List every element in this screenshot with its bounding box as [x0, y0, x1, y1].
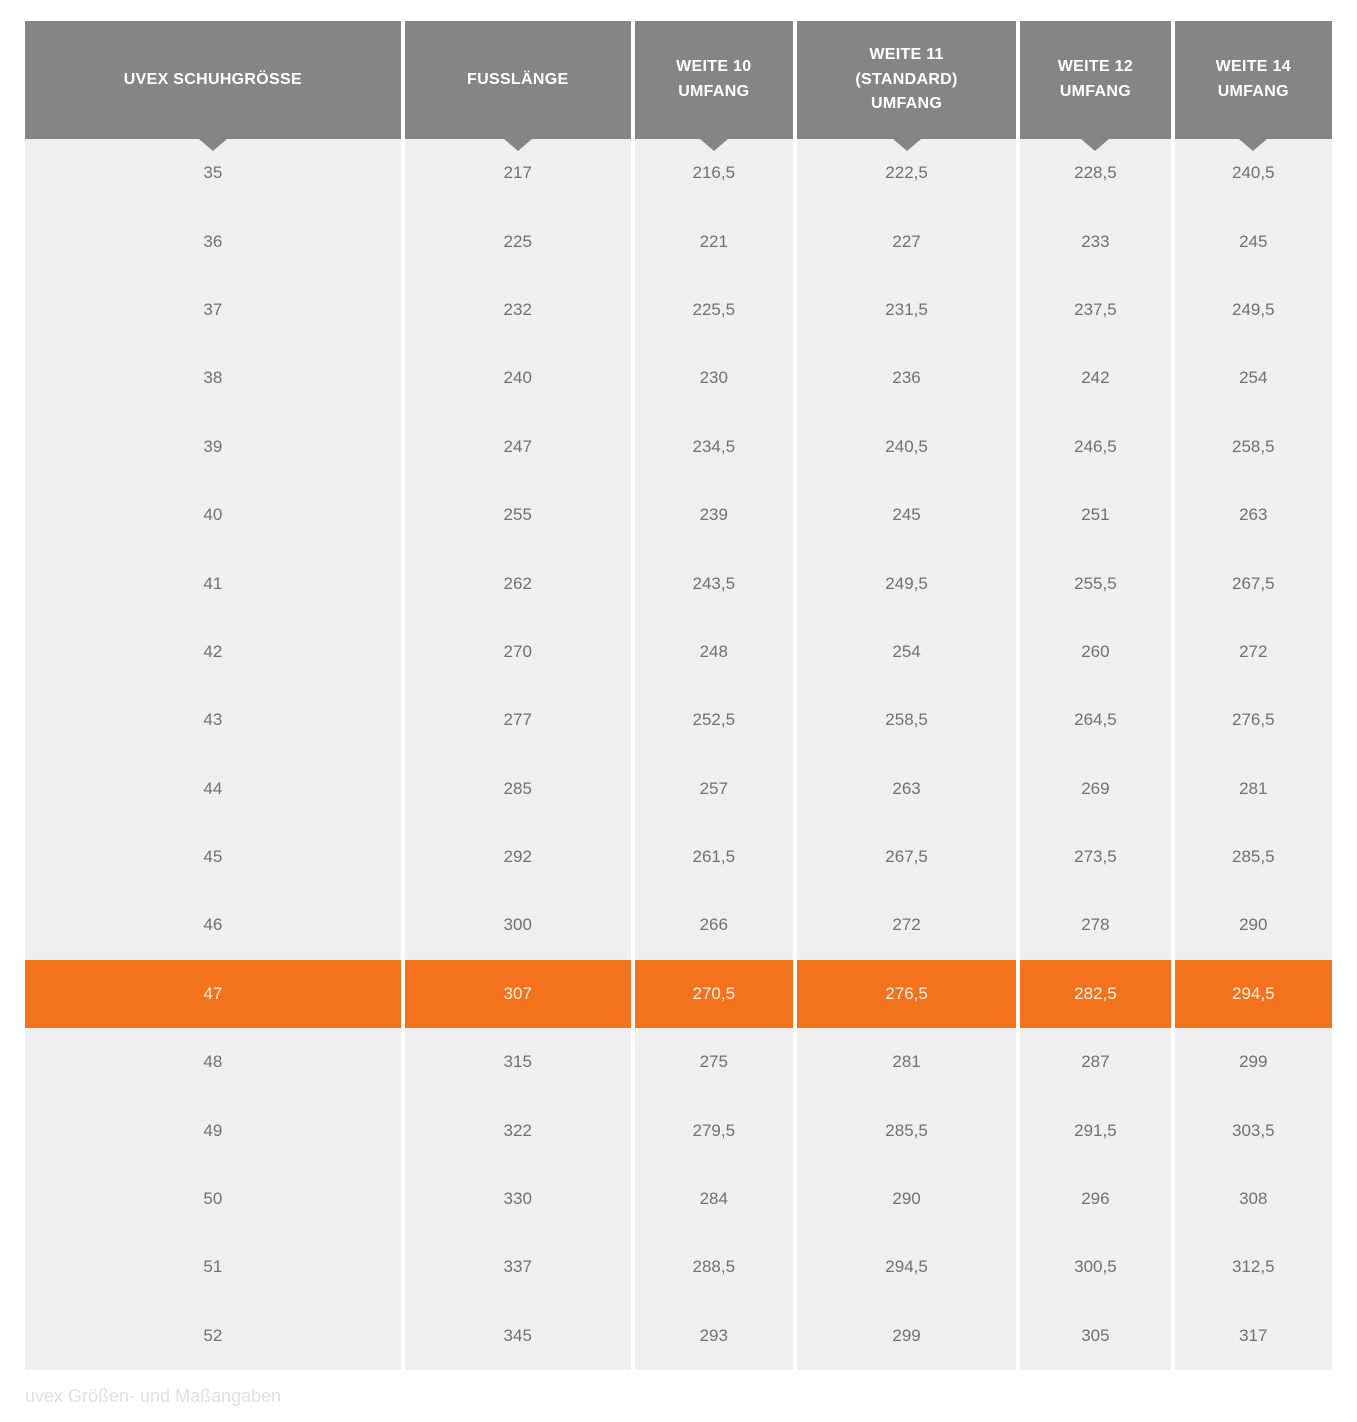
- value-cell: 251: [1018, 481, 1172, 549]
- value-cell: 276,5: [1173, 686, 1332, 754]
- value-cell: 240,5: [1173, 139, 1332, 207]
- value-cell: 254: [795, 618, 1018, 686]
- value-cell: 236: [795, 344, 1018, 412]
- size-table: [25, 21, 1332, 1370]
- column-header-line: UMFANG: [870, 95, 943, 113]
- value-cell: 249,5: [795, 549, 1018, 617]
- column-header-line: WEITE 12: [1057, 58, 1134, 76]
- value-cell: 267,5: [795, 823, 1018, 891]
- value-cell: 290: [795, 1165, 1018, 1233]
- value-cell: 299: [1173, 1028, 1332, 1096]
- value-cell: 247: [403, 413, 633, 481]
- table-row[interactable]: [25, 276, 1332, 344]
- column-header-line: UVEX SCHUHGRÖSSE: [123, 70, 302, 88]
- value-cell: 330: [403, 1165, 633, 1233]
- value-cell: 239: [633, 481, 795, 549]
- value-cell: 288,5: [633, 1233, 795, 1301]
- value-cell: 263: [795, 755, 1018, 823]
- table-row[interactable]: [25, 1165, 1332, 1233]
- size-cell: 39: [25, 413, 403, 481]
- value-cell: 322: [403, 1096, 633, 1164]
- value-cell: 292: [403, 823, 633, 891]
- value-cell: 216,5: [633, 139, 795, 207]
- value-cell: 267,5: [1173, 549, 1332, 617]
- size-cell: 51: [25, 1233, 403, 1301]
- size-cell: 43: [25, 686, 403, 754]
- value-cell: 237,5: [1018, 276, 1172, 344]
- size-cell: 38: [25, 344, 403, 412]
- size-cell: 41: [25, 549, 403, 617]
- table-body: [25, 139, 1332, 1370]
- table-row[interactable]: [25, 549, 1332, 617]
- table-row[interactable]: [25, 1028, 1332, 1096]
- size-cell: 40: [25, 481, 403, 549]
- value-cell: 270,5: [633, 960, 795, 1028]
- value-cell: 294,5: [795, 1233, 1018, 1301]
- column-header: [25, 21, 403, 139]
- value-cell: 279,5: [633, 1096, 795, 1164]
- table-row[interactable]: [25, 139, 1332, 207]
- value-cell: 258,5: [795, 686, 1018, 754]
- value-cell: 263: [1173, 481, 1332, 549]
- value-cell: 230: [633, 344, 795, 412]
- column-header: [795, 21, 1018, 139]
- value-cell: 255: [403, 481, 633, 549]
- value-cell: 291,5: [1018, 1096, 1172, 1164]
- value-cell: 248: [633, 618, 795, 686]
- value-cell: 307: [403, 960, 633, 1028]
- table-row-highlighted[interactable]: [25, 960, 1332, 1028]
- value-cell: 285,5: [795, 1096, 1018, 1164]
- table-row[interactable]: [25, 1233, 1332, 1301]
- size-cell: 45: [25, 823, 403, 891]
- value-cell: 245: [795, 481, 1018, 549]
- value-cell: 217: [403, 139, 633, 207]
- size-cell: 42: [25, 618, 403, 686]
- value-cell: 281: [1173, 755, 1332, 823]
- value-cell: 225: [403, 207, 633, 275]
- table-row[interactable]: [25, 344, 1332, 412]
- column-header-line: FUSSLÄNGE: [467, 70, 569, 88]
- value-cell: 249,5: [1173, 276, 1332, 344]
- size-cell: 36: [25, 207, 403, 275]
- value-cell: 242: [1018, 344, 1172, 412]
- value-cell: 300,5: [1018, 1233, 1172, 1301]
- column-header-line: WEITE 11: [869, 45, 944, 63]
- table-row[interactable]: [25, 755, 1332, 823]
- value-cell: 293: [633, 1302, 795, 1370]
- value-cell: 246,5: [1018, 413, 1172, 481]
- size-cell: 49: [25, 1096, 403, 1164]
- value-cell: 275: [633, 1028, 795, 1096]
- value-cell: 276,5: [795, 960, 1018, 1028]
- size-cell: 44: [25, 755, 403, 823]
- value-cell: 245: [1173, 207, 1332, 275]
- column-header: [633, 21, 795, 139]
- table-row[interactable]: [25, 686, 1332, 754]
- table-row[interactable]: [25, 481, 1332, 549]
- size-chart-page: [25, 21, 1332, 1407]
- value-cell: 252,5: [633, 686, 795, 754]
- value-cell: 296: [1018, 1165, 1172, 1233]
- value-cell: 243,5: [633, 549, 795, 617]
- value-cell: 277: [403, 686, 633, 754]
- value-cell: 282,5: [1018, 960, 1172, 1028]
- table-row[interactable]: [25, 413, 1332, 481]
- value-cell: 303,5: [1173, 1096, 1332, 1164]
- value-cell: 225,5: [633, 276, 795, 344]
- value-cell: 264,5: [1018, 686, 1172, 754]
- value-cell: 227: [795, 207, 1018, 275]
- size-cell: 46: [25, 891, 403, 959]
- size-cell: 47: [25, 960, 403, 1028]
- value-cell: 258,5: [1173, 413, 1332, 481]
- value-cell: 234,5: [633, 413, 795, 481]
- header-row: [25, 21, 1332, 139]
- table-caption: uvex Größen- und Maßangaben: [25, 1386, 282, 1407]
- value-cell: 287: [1018, 1028, 1172, 1096]
- table-row[interactable]: [25, 823, 1332, 891]
- column-header: [1173, 21, 1332, 139]
- value-cell: 240,5: [795, 413, 1018, 481]
- column-header-line: UMFANG: [1217, 83, 1289, 100]
- value-cell: 284: [633, 1165, 795, 1233]
- value-cell: 232: [403, 276, 633, 344]
- value-cell: 272: [1173, 618, 1332, 686]
- value-cell: 233: [1018, 207, 1172, 275]
- column-header-line: UMFANG: [678, 83, 750, 100]
- value-cell: 221: [633, 207, 795, 275]
- value-cell: 222,5: [795, 139, 1018, 207]
- value-cell: 269: [1018, 755, 1172, 823]
- value-cell: 228,5: [1018, 139, 1172, 207]
- column-header-line: UMFANG: [1059, 83, 1131, 100]
- size-cell: 37: [25, 276, 403, 344]
- value-cell: 300: [403, 891, 633, 959]
- value-cell: 337: [403, 1233, 633, 1301]
- size-cell: 50: [25, 1165, 403, 1233]
- value-cell: 312,5: [1173, 1233, 1332, 1301]
- column-header: [403, 21, 633, 139]
- table-row[interactable]: [25, 891, 1332, 959]
- value-cell: 281: [795, 1028, 1018, 1096]
- table-row[interactable]: [25, 1096, 1332, 1164]
- column-header-line: WEITE 10: [676, 58, 752, 76]
- value-cell: 270: [403, 618, 633, 686]
- table-header: [25, 21, 1332, 139]
- value-cell: 257: [633, 755, 795, 823]
- size-cell: 52: [25, 1302, 403, 1370]
- value-cell: 345: [403, 1302, 633, 1370]
- size-cell: 48: [25, 1028, 403, 1096]
- column-header-line: WEITE 14: [1215, 58, 1291, 76]
- value-cell: 299: [795, 1302, 1018, 1370]
- value-cell: 231,5: [795, 276, 1018, 344]
- table-row[interactable]: [25, 207, 1332, 275]
- size-cell: 35: [25, 139, 403, 207]
- value-cell: 240: [403, 344, 633, 412]
- value-cell: 308: [1173, 1165, 1332, 1233]
- column-header-line: (STANDARD): [855, 70, 958, 88]
- column-header: [1018, 21, 1172, 139]
- value-cell: 261,5: [633, 823, 795, 891]
- value-cell: 272: [795, 891, 1018, 959]
- value-cell: 317: [1173, 1302, 1332, 1370]
- value-cell: 278: [1018, 891, 1172, 959]
- value-cell: 315: [403, 1028, 633, 1096]
- value-cell: 254: [1173, 344, 1332, 412]
- value-cell: 260: [1018, 618, 1172, 686]
- value-cell: 266: [633, 891, 795, 959]
- value-cell: 290: [1173, 891, 1332, 959]
- value-cell: 255,5: [1018, 549, 1172, 617]
- value-cell: 285,5: [1173, 823, 1332, 891]
- table-row[interactable]: [25, 618, 1332, 686]
- value-cell: 273,5: [1018, 823, 1172, 891]
- value-cell: 305: [1018, 1302, 1172, 1370]
- value-cell: 294,5: [1173, 960, 1332, 1028]
- value-cell: 262: [403, 549, 633, 617]
- table-row[interactable]: [25, 1302, 1332, 1370]
- value-cell: 285: [403, 755, 633, 823]
